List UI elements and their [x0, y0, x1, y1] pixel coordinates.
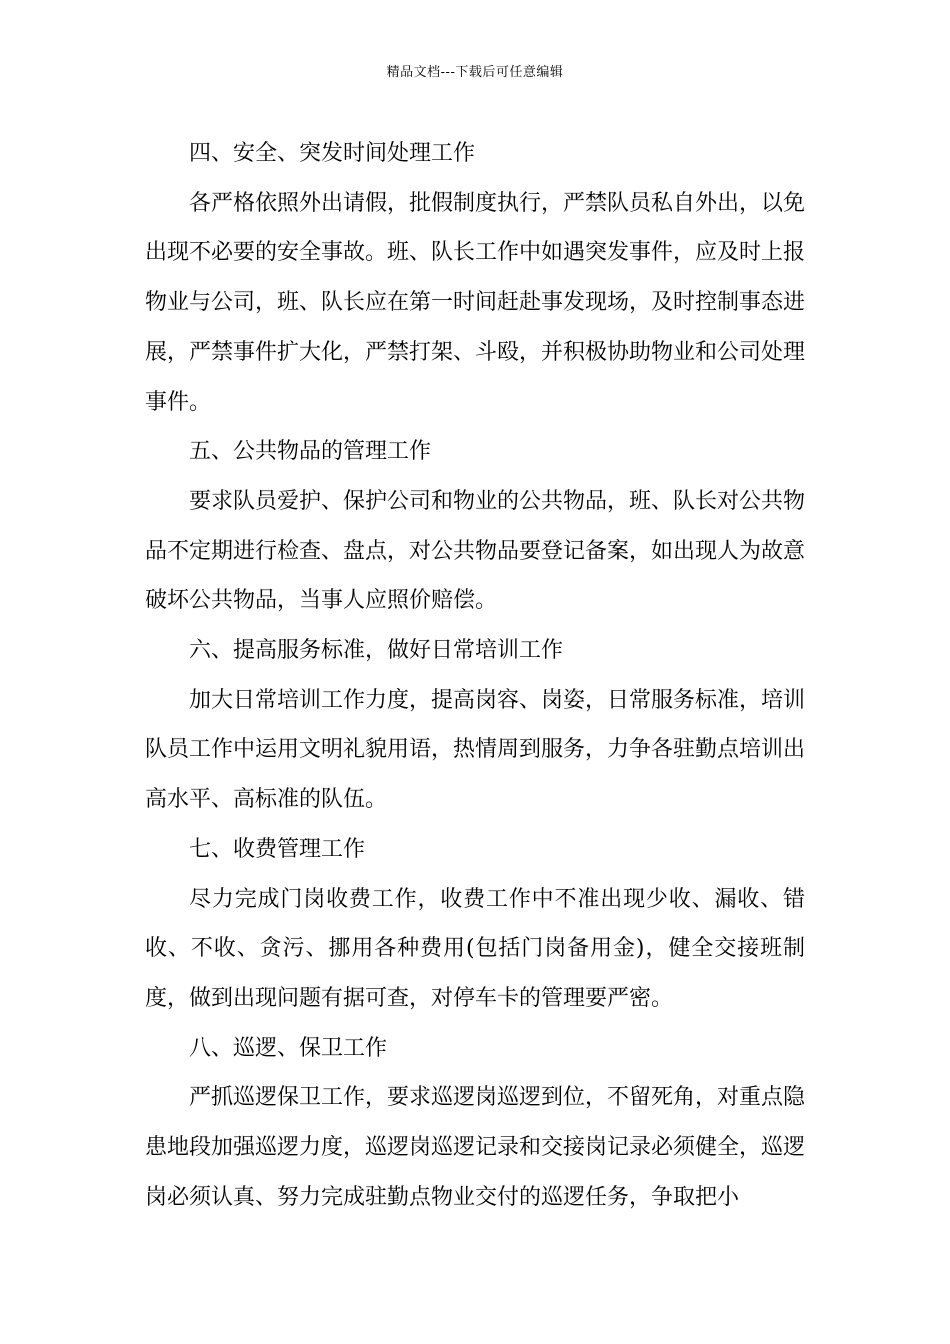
- section-heading-8: 八、巡逻、保卫工作: [189, 1035, 388, 1061]
- section-paragraph-5: 要求队员爱护、保护公司和物业的公共物品，班、队长对公共物品不定期进行检查、盘点，对公共物品要登记备案，如出现人为故意破坏公共物品，当事人应照价赔偿。: [145, 488, 806, 614]
- section-paragraph-6: 加大日常培训工作力度，提高岗容、岗姿，日常服务标准，培训队员工作中运用文明礼貌用语，热情周到服务，力争各驻勤点培训出高水平、高标准的队伍。: [145, 687, 806, 813]
- section-paragraph-7: 尽力完成门岗收费工作，收费工作中不准出现少收、漏收、错收、不收、贪污、挪用各种费用(包括门岗备用金)，健全交接班制度，做到出现问题有据可查，对停车卡的管理要严密。: [145, 886, 805, 1011]
- section-heading-5: 五、公共物品的管理工作: [189, 439, 432, 465]
- section-paragraph-8: 严抓巡逻保卫工作，要求巡逻岗巡逻到位，不留死角，对重点隐患地段加强巡逻力度，巡逻岗巡逻记录和交接岗记录必须健全，巡逻岗必须认真、努力完成驻勤点物业交付的巡逻任务，争取把小: [145, 1085, 806, 1210]
- page-header: 精品文档---下载后可任意编辑: [386, 65, 564, 80]
- section-heading-4: 四、安全、突发时间处理工作: [189, 141, 476, 166]
- section-heading-6: 六、提高服务标准，做好日常培训工作: [189, 638, 564, 664]
- document-body: [145, 129, 805, 1222]
- section-heading-7: 七、收费管理工作: [189, 836, 366, 862]
- section-paragraph-4: 各严格依照外出请假，批假制度执行，严禁队员私自外出，以免出现不必要的安全事故。班、队长工作中如遇突发事件，应及时上报物业与公司，班、队长应在第一时间赶赴事发现场，及时控制事态进展，严禁事件扩大化，严禁打架、斗殴，并积极协助物业和公司处理事件。: [145, 190, 806, 415]
